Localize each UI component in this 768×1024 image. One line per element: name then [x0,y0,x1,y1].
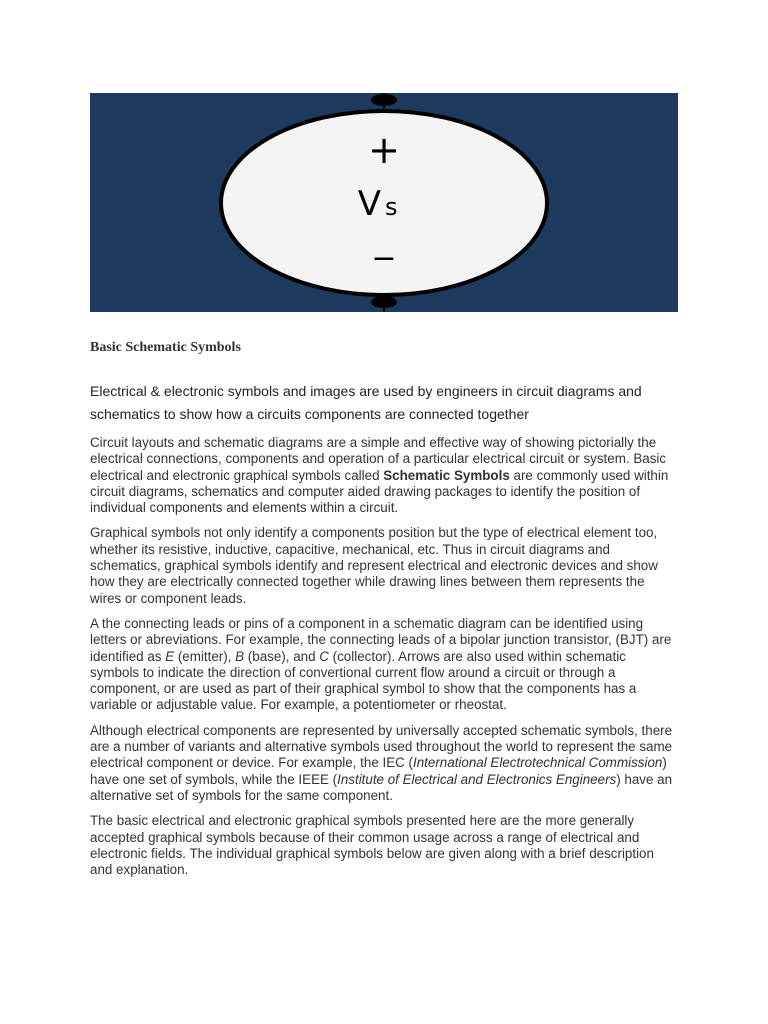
iec-name: International Electrotechnical Commission [413,755,663,771]
base-letter: B [235,648,245,664]
paragraph-5: The basic electrical and electronic graphical symbols presented here are the more generally accepted graphical symbols because of their common usage across a range of electrical and electronic fields. The individual graphical symbols below are given along with a brief description and explanation. [90,813,654,878]
plus-symbol: + [368,128,400,172]
minus-symbol: − [371,241,397,276]
document-page [90,93,678,878]
schematic-symbols-term: Schematic Symbols [383,467,510,483]
paragraph-4-text-c: ) have an alternative set of symbols for the same component. [90,771,673,803]
top-terminal-icon [371,94,397,106]
voltage-source-symbol [90,93,678,312]
voltage-source-figure [90,93,678,312]
emitter-letter: E [165,648,175,664]
paragraph-1 [90,435,678,516]
paragraph-3-text-c: (base), and [244,648,320,664]
collector-letter: C [319,648,329,664]
paragraph-3-text-a: A the connecting leads or pins of a component in a schematic diagram can be identified using letters or abreviations. For example, the connecting leads of a bipolar junction transistor, (BJT) are identified as [90,615,672,664]
lead-paragraph: Electrical & electronic symbols and images are used by engineers in circuit diagrams and schematics to show how a circuits components are connected together [90,383,642,422]
paragraph-4-text-b: ) have one set of symbols, while the IEEE ( [90,755,667,787]
ieee-name: Institute of Electrical and Electronics Engineers [337,771,617,787]
paragraph-4 [90,723,678,804]
paragraph-3-text-b: (emitter), [174,648,236,664]
paragraph-1-text-b: are commonly used within circuit diagrams, schematics and computer aided drawing packages to identify the position of individual components and elements within a circuit. [90,467,669,516]
bottom-terminal-icon [371,296,397,308]
paragraph-1-text-a: Circuit layouts and schematic diagrams are a simple and effective way of showing pictorially the electrical connections, components and operation of a particular electrical circuit or system. Basic electrical and electronic graphical symbols called [90,435,667,483]
paragraph-2: Graphical symbols not only identify a components position but the type of electrical element too, whether its resistive, inductive, capacitive, mechanical, etc. Thus in circuit diagrams and schematics, graphical symbols identify and represent electrical and electronic devices and show how they are electrically connected together while drawing lines between them represents the wires or component leads. [90,525,658,606]
voltage-label-s: s [385,193,398,221]
section-heading: Basic Schematic Symbols [90,340,241,355]
voltage-label-v: V [357,184,381,224]
paragraph-3-text-d: (collector). Arrows are also used within schematic symbols to indicate the direction of convertional current flow around a circuit or through a component, or are used as part of their graphical symbol to show that the components has a variable or adjustable value. For example, a potentiometer or rheostat. [90,648,637,713]
paragraph-3 [90,616,678,714]
paragraph-4-text-a: Although electrical components are represented by universally accepted schematic symbols, there are a number of variants and alternative symbols used throughout the world to represent the same electrical component or device. For example, the IEC ( [90,722,673,771]
